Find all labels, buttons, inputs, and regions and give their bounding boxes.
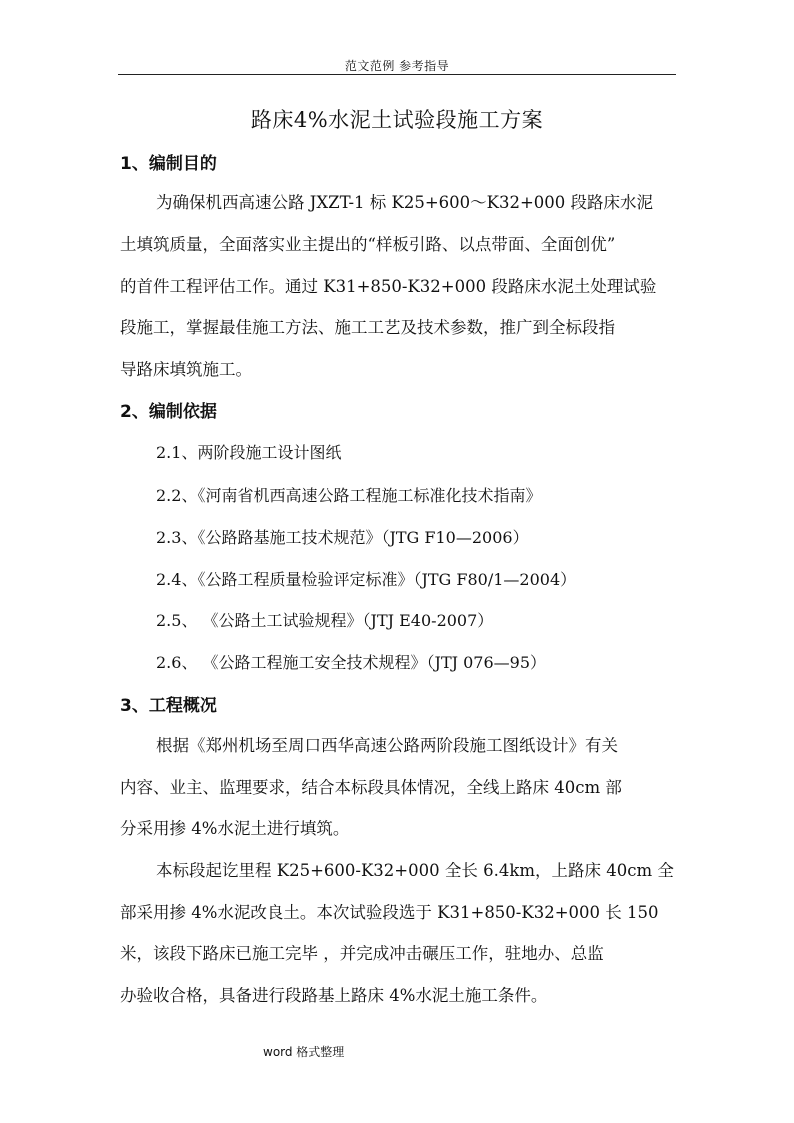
paragraph-line: 根据《郑州机场至周口西华高速公路两阶段施工图纸设计》有关: [156, 736, 618, 755]
paragraph-line: 本标段起讫里程 K25+600-K32+000 全长 6.4km，上路床 40cm 全: [156, 861, 674, 880]
page-header: 范文范例 参考指导: [344, 59, 450, 73]
paragraph-line: 内容、业主、监理要求，结合本标段具体情况，全线上路床 40cm 部: [120, 778, 622, 797]
paragraph-line: 部采用掺 4%水泥改良土。本次试验段选于 K31+850-K32+000 长 150: [120, 903, 659, 922]
paragraph-line: 为确保机西高速公路 JXZT-1 标 K25+600～K32+000 段路床水泥: [156, 193, 654, 212]
list-item: 2.3、《公路路基施工技术规范》（JTG F10—2006）: [156, 528, 529, 547]
section-heading-overview: 3、工程概况: [120, 696, 217, 716]
section-heading-purpose: 1、编制目的: [120, 154, 217, 174]
paragraph-line: 米，该段下路床已施工完毕 ，并完成冲击碾压工作，驻地办、总监: [120, 944, 604, 963]
section-heading-basis: 2、编制依据: [120, 402, 217, 422]
paragraph-line: 的首件工程评估工作。通过 K31+850-K32+000 段路床水泥土处理试验: [120, 277, 657, 296]
paragraph-line: 段施工，掌握最佳施工方法、施工工艺及技术参数，推广到全标段指: [120, 318, 615, 337]
paragraph-line: 办验收合格，具备进行段路基上路床 4%水泥土施工条件。: [120, 986, 548, 1005]
header-divider: [118, 74, 676, 75]
list-item: 2.2、《河南省机西高速公路工程施工标准化技术指南》: [156, 486, 542, 505]
paragraph-line: 导路床填筑施工。: [120, 360, 252, 379]
list-item: 2.1、两阶段施工设计图纸: [156, 443, 342, 462]
document-title: 路床4%水泥土试验段施工方案: [250, 108, 544, 132]
page-footer: word 格式整理: [263, 1045, 345, 1059]
paragraph-line: 分采用掺 4%水泥土进行填筑。: [120, 819, 350, 838]
list-item: 2.5、 《公路土工试验规程》（JTJ E40-2007）: [156, 611, 494, 630]
paragraph-line: 土填筑质量，全面落实业主提出的“样板引路、以点带面、全面创优”: [120, 235, 616, 254]
list-item: 2.4、《公路工程质量检验评定标准》（JTG F80/1—2004）: [156, 570, 577, 589]
list-item: 2.6、 《公路工程施工安全技术规程》（JTJ 076—95）: [156, 653, 547, 672]
